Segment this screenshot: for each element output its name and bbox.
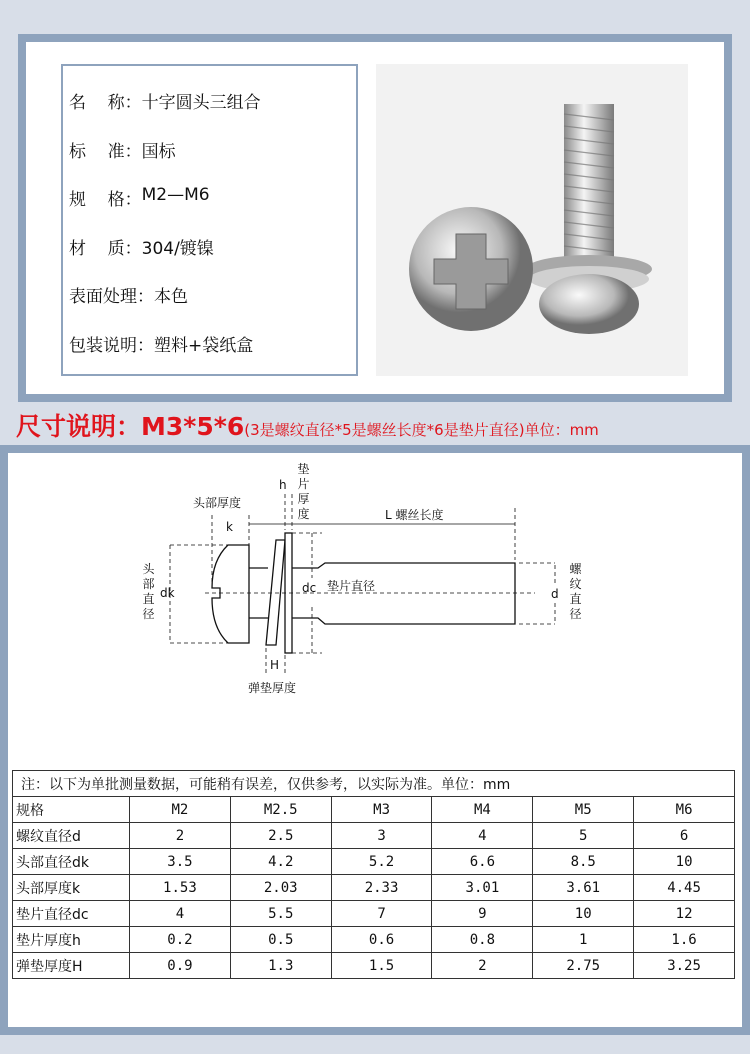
spec-label: 标 准： xyxy=(69,141,142,162)
table-cell: 6.6 xyxy=(432,849,533,875)
table-cell: 4 xyxy=(130,901,231,927)
spec-label: 名 称： xyxy=(69,93,142,113)
table-row xyxy=(13,849,735,875)
spec-label: 规 格： xyxy=(69,190,142,210)
table-cell: 1 xyxy=(533,927,634,953)
table-cell: 0.5 xyxy=(230,927,331,953)
header-cell: M2 xyxy=(130,797,231,823)
label-washer-diameter: 垫片直径 xyxy=(327,579,376,593)
header-cell: M4 xyxy=(432,797,533,823)
table-row xyxy=(13,823,735,849)
table-cell: 10 xyxy=(634,849,735,875)
table-cell: 3.01 xyxy=(432,875,533,901)
table-cell: 4.2 xyxy=(230,849,331,875)
size-detail: (3是螺纹直径*5是螺丝长度*6是垫片直径) xyxy=(244,421,525,439)
table-note: 注：以下为单批测量数据，可能稍有误差，仅供参考，以实际为准。单位：mm xyxy=(13,771,735,797)
table-row xyxy=(13,875,735,901)
table-cell: 8.5 xyxy=(533,849,634,875)
table-note-row xyxy=(13,771,735,797)
spec-value: 塑料+袋纸盒 xyxy=(154,335,254,356)
table-cell: 2 xyxy=(130,823,231,849)
table-cell: 9 xyxy=(432,901,533,927)
header-cell: M5 xyxy=(533,797,634,823)
table-cell: 2.33 xyxy=(331,875,432,901)
table-cell: 1.53 xyxy=(130,875,231,901)
row-label: 垫片厚度h xyxy=(13,927,130,953)
size-unit: 单位：mm xyxy=(524,421,599,439)
label-thread-diameter: 螺纹直径 xyxy=(569,562,582,621)
label-h: h xyxy=(279,478,287,492)
header-cell: M3 xyxy=(331,797,432,823)
header-cell: 规格 xyxy=(13,797,130,823)
table-cell: 12 xyxy=(634,901,735,927)
label-dk: dk xyxy=(160,586,175,600)
header-cell: M2.5 xyxy=(230,797,331,823)
table-cell: 3 xyxy=(331,823,432,849)
spec-table xyxy=(12,770,735,979)
table-row xyxy=(13,927,735,953)
table-cell: 3.61 xyxy=(533,875,634,901)
label-spring-washer-thickness: 弹垫厚度 xyxy=(248,681,297,695)
label-dc: dc xyxy=(302,581,317,595)
table-cell: 1.6 xyxy=(634,927,735,953)
table-cell: 4 xyxy=(432,823,533,849)
table-cell: 3.5 xyxy=(130,849,231,875)
row-label: 弹垫厚度H xyxy=(13,953,130,979)
table-cell: 5.5 xyxy=(230,901,331,927)
label-head-diameter: 头部直径 xyxy=(142,562,155,621)
table-cell: 2.03 xyxy=(230,875,331,901)
label-H: H xyxy=(270,658,280,672)
spec-value: 十字圆头三组合 xyxy=(141,93,261,113)
spec-value: 国标 xyxy=(141,141,176,162)
table-cell: 0.2 xyxy=(130,927,231,953)
table-cell: 1.5 xyxy=(331,953,432,979)
table-cell: 2.75 xyxy=(533,953,634,979)
table-cell: 7 xyxy=(331,901,432,927)
table-row xyxy=(13,901,735,927)
table-cell: 0.9 xyxy=(130,953,231,979)
spec-label: 包装说明： xyxy=(69,335,154,356)
table-cell: 4.45 xyxy=(634,875,735,901)
table-header-row xyxy=(13,797,735,823)
row-label: 垫片直径dc xyxy=(13,901,130,927)
row-label: 头部直径dk xyxy=(13,849,130,875)
label-d: d xyxy=(551,587,559,601)
spec-value: 本色 xyxy=(154,287,188,307)
table-cell: 5.2 xyxy=(331,849,432,875)
table-cell: 0.8 xyxy=(432,927,533,953)
table-cell: 2.5 xyxy=(230,823,331,849)
spec-label: 表面处理： xyxy=(69,287,154,307)
size-title: 尺寸说明：M3*5*6 xyxy=(16,412,245,441)
table-cell: 10 xyxy=(533,901,634,927)
table-row xyxy=(13,953,735,979)
table-cell: 3.25 xyxy=(634,953,735,979)
row-label: 头部厚度k xyxy=(13,875,130,901)
table-cell: 2 xyxy=(432,953,533,979)
spec-value: M2—M6 xyxy=(141,185,210,205)
label-washer-thickness: 垫片厚度 xyxy=(297,462,310,521)
table-cell: 5 xyxy=(533,823,634,849)
row-label: 螺纹直径d xyxy=(13,823,130,849)
spec-value: 304/镀镍 xyxy=(141,238,214,259)
label-screw-length: L 螺丝长度 xyxy=(385,508,444,522)
label-head-thickness: 头部厚度 xyxy=(193,496,242,510)
spec-label: 材 质： xyxy=(69,238,142,259)
label-k: k xyxy=(226,520,233,534)
table-cell: 0.6 xyxy=(331,927,432,953)
table-cell: 6 xyxy=(634,823,735,849)
header-cell: M6 xyxy=(634,797,735,823)
table-cell: 1.3 xyxy=(230,953,331,979)
